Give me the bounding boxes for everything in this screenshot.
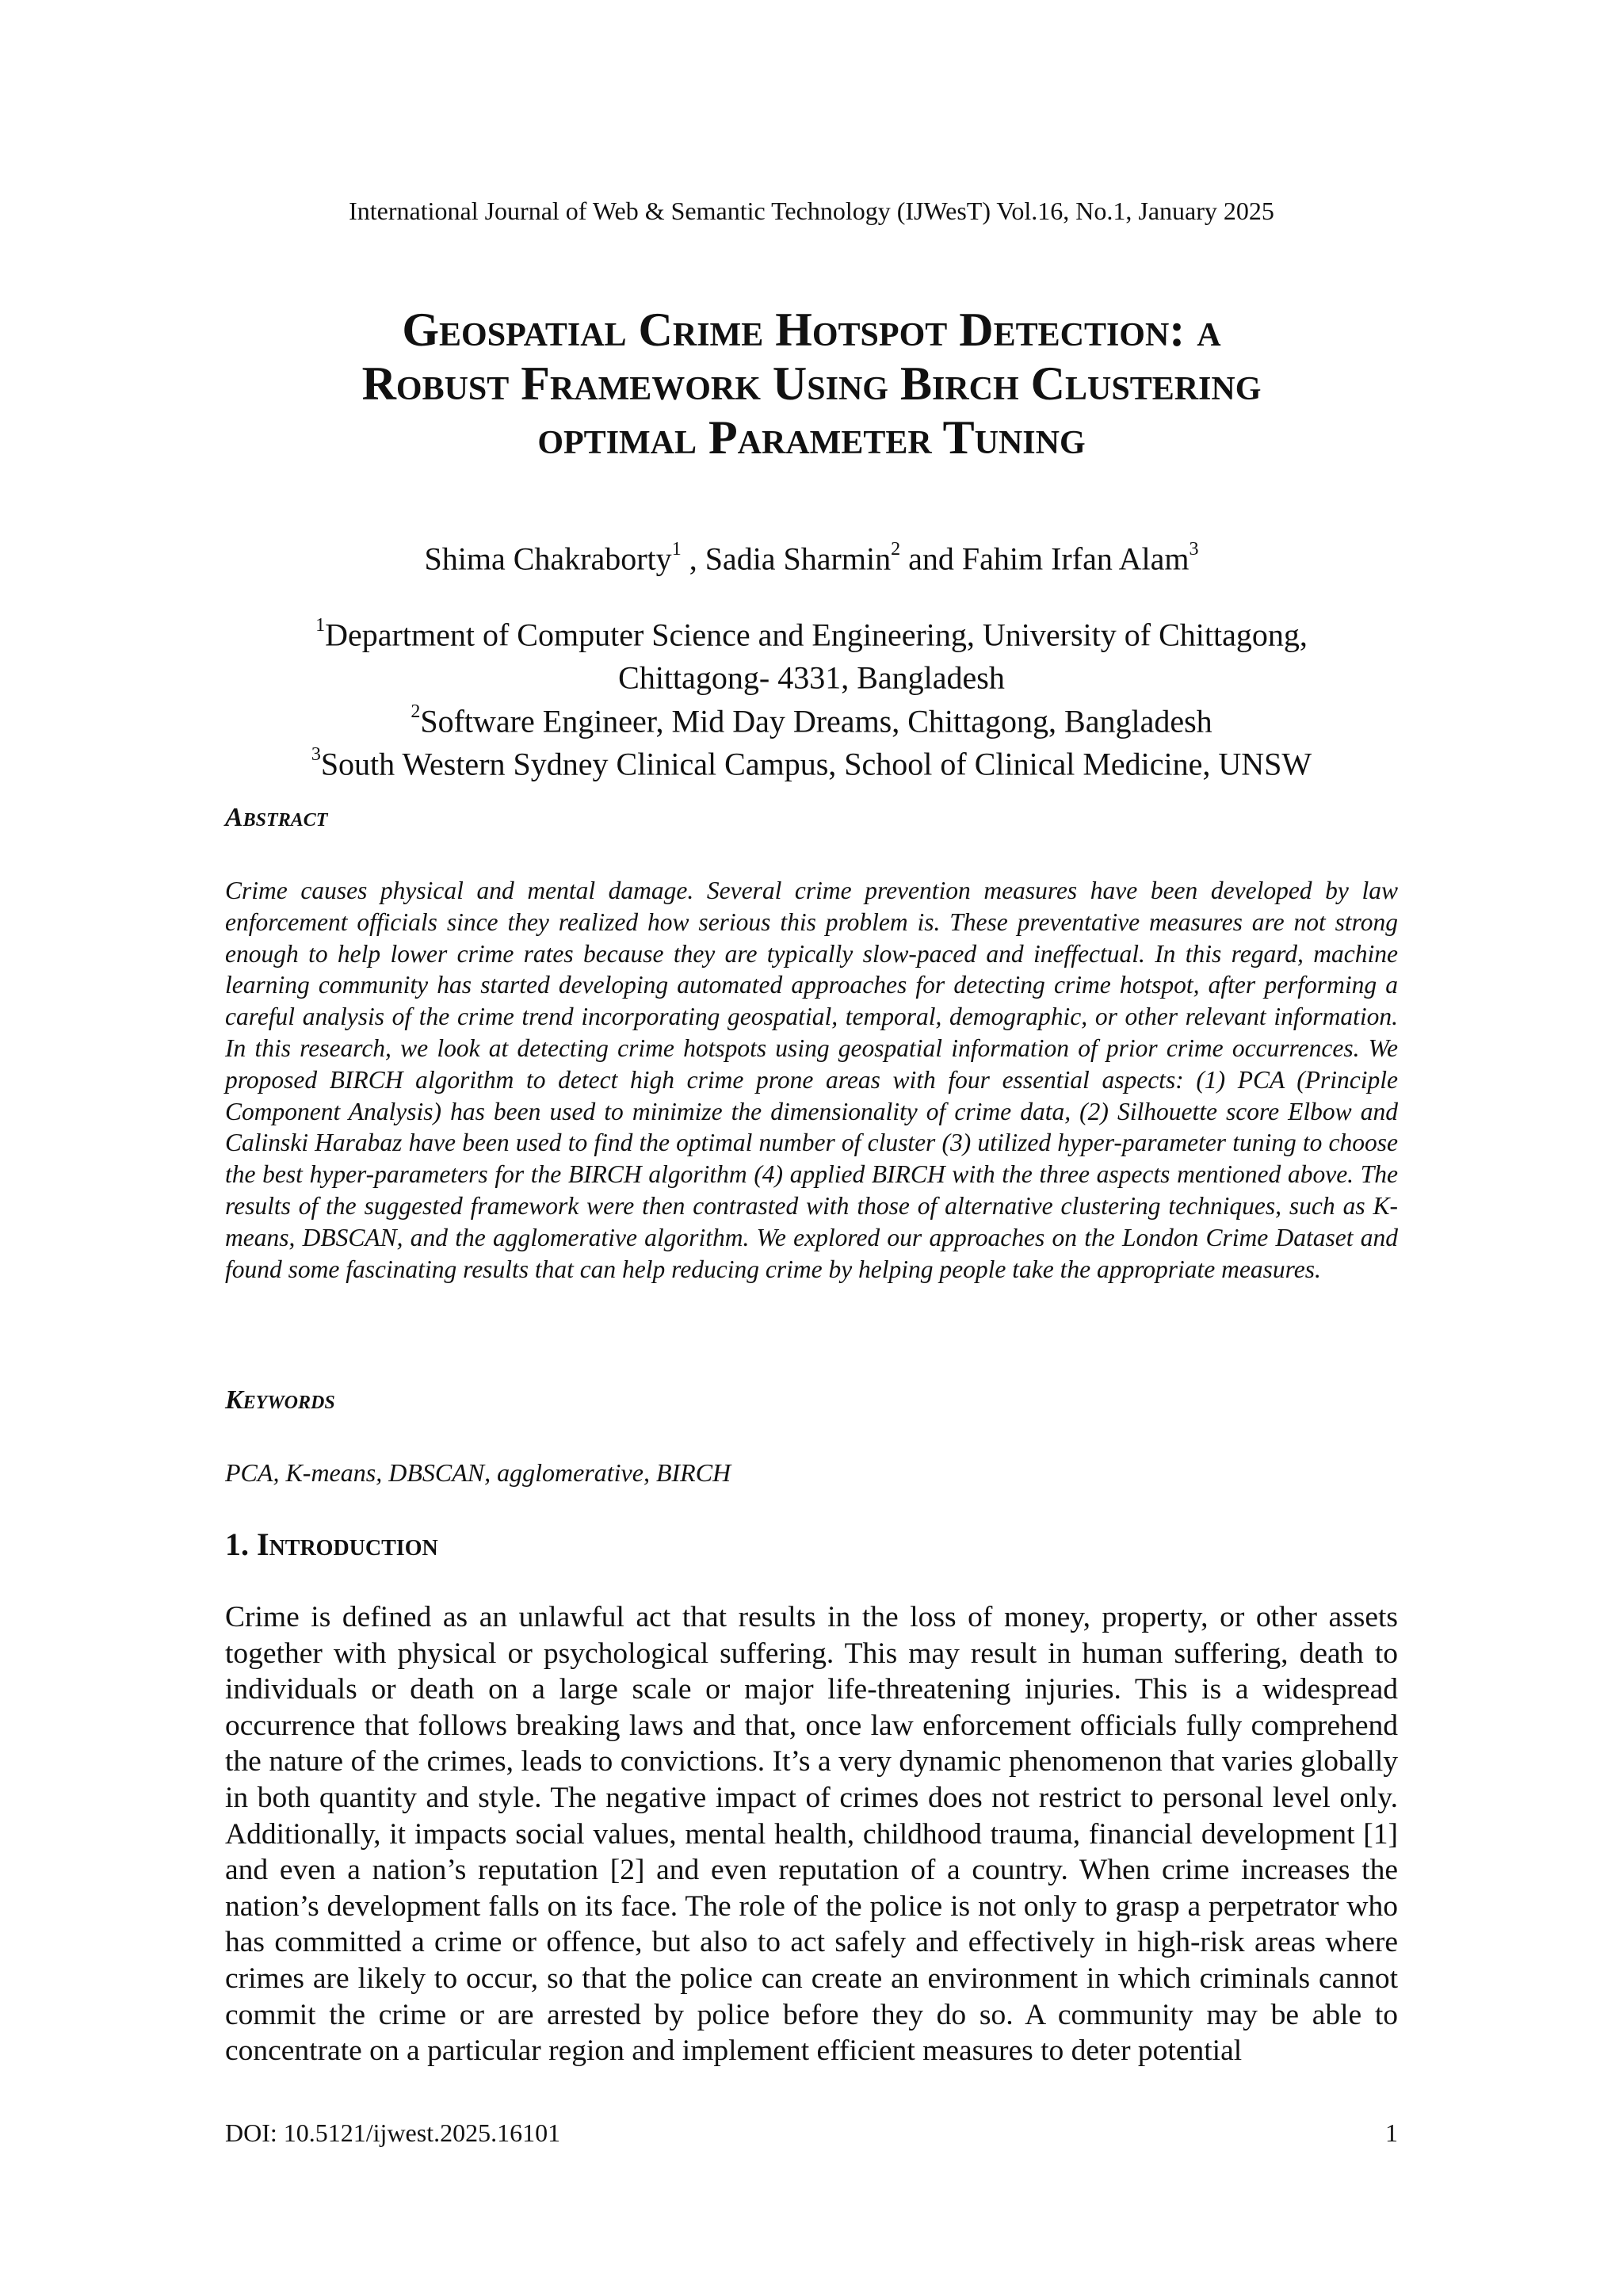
affiliation-line xyxy=(158,739,1465,782)
keywords-heading: Keywords xyxy=(225,1385,335,1415)
author-name: Shima Chakraborty xyxy=(424,541,672,577)
paper-title xyxy=(190,303,1433,464)
author-name: Fahim Irfan Alam xyxy=(961,541,1190,577)
affiliation-superscript: 1 xyxy=(315,615,326,636)
author-superscript: 2 xyxy=(891,539,901,560)
footer-doi: DOI: 10.5121/ijwest.2025.16101 xyxy=(225,2118,561,2147)
running-header: International Journal of Web & Semantic Technology (IJWesT) Vol.16, No.1, January 2025 xyxy=(349,197,1274,225)
affiliation-list xyxy=(158,610,1465,782)
author-superscript: 3 xyxy=(1189,539,1199,560)
author-superscript: 1 xyxy=(671,539,682,560)
affiliation-superscript: 3 xyxy=(311,743,321,765)
affiliation-text: Software Engineer, Mid Day Dreams, Chittagong, Bangladesh xyxy=(420,702,1212,739)
page-number: 1 xyxy=(1385,2118,1398,2147)
affiliation-superscript: 2 xyxy=(411,701,421,722)
author-list xyxy=(0,533,1623,579)
affiliation-text: South Western Sydney Clinical Campus, School of Clinical Medicine, UNSW xyxy=(320,746,1312,782)
title-line-1: Geospatial Crime Hotspot Detection: a xyxy=(402,304,1221,356)
keywords-body: PCA, K-means, DBSCAN, agglomerative, BIRCH xyxy=(225,1458,731,1487)
author-separator: and xyxy=(900,541,962,577)
title-line-2: Robust Framework Using Birch Clustering xyxy=(361,357,1262,410)
title-line-3: optimal Parameter Tuning xyxy=(537,411,1086,464)
affiliation-text: Chittagong- 4331, Bangladesh xyxy=(618,659,1005,696)
author-separator: , xyxy=(681,541,705,577)
affiliation-line xyxy=(158,653,1465,696)
author-name: Sadia Sharmin xyxy=(705,541,892,577)
introduction-heading: 1. Introduction xyxy=(225,1526,438,1562)
introduction-body: Crime is defined as an unlawful act that results in the loss of money, property, or other assets together with physical or psychological suffering. This may result in human suffering, death to individuals or death on a large scale or major life-threatening injuries. This is a widespread occurrence that follows breaking laws and that, once law enforcement officials fully comprehend the nature of the crimes, leads to convictions. It’s a very dynamic phenomenon that varies globally in both quantity and style. The negative impact of crimes does not restrict to personal level only. Additionally, it impacts social values, mental health, childhood trauma, financial development [1] and even a nation’s reputation [2] and even reputation of a country. When crime increases the nation’s development falls on its face. The role of the police is not only to grasp a perpetrator who has committed a crime or offence, but also to act safely and effectively in high-risk areas where crimes are likely to occur, so that the police can create an environment in which criminals cannot commit the crime or are arrested by police before they do so. A community may be able to concentrate on a particular region and implement efficient measures to deter potential xyxy=(225,1601,1398,2068)
affiliation-text: Department of Computer Science and Engineering, University of Chittagong, xyxy=(325,617,1308,653)
affiliation-line xyxy=(158,610,1465,653)
affiliation-line xyxy=(158,697,1465,739)
abstract-body: Crime causes physical and mental damage. Several crime prevention measures have been developed by law enforcement officials since they realized how serious this problem is. These preventative measures are not strong enough to help lower crime rates because they are typically slow-paced and ineffectual. In this regard, machine learning community has started developing automated approaches for detecting crime hotspot, after performing a careful analysis of the crime trend incorporating geospatial, temporal, demographic, or other relevant information. In this research, we look at detecting crime hotspots using geospatial information of prior crime occurrences. We proposed BIRCH algorithm to detect high crime prone areas with four essential aspects: (1) PCA (Principle Component Analysis) has been used to minimize the dimensionality of crime data, (2) Silhouette score Elbow and Calinski Harabaz have been used to find the optimal number of cluster (3) utilized hyper-parameter tuning to choose the best hyper-parameters for the BIRCH algorithm (4) applied BIRCH with the three aspects mentioned above. The results of the suggested framework were then contrasted with those of alternative clustering techniques, such as K-means, DBSCAN, and the agglomerative algorithm. We explored our approaches on the London Crime Dataset and found some fascinating results that can help reducing crime by helping people take the appropriate measures. xyxy=(225,877,1398,1283)
abstract-heading: Abstract xyxy=(225,803,328,832)
